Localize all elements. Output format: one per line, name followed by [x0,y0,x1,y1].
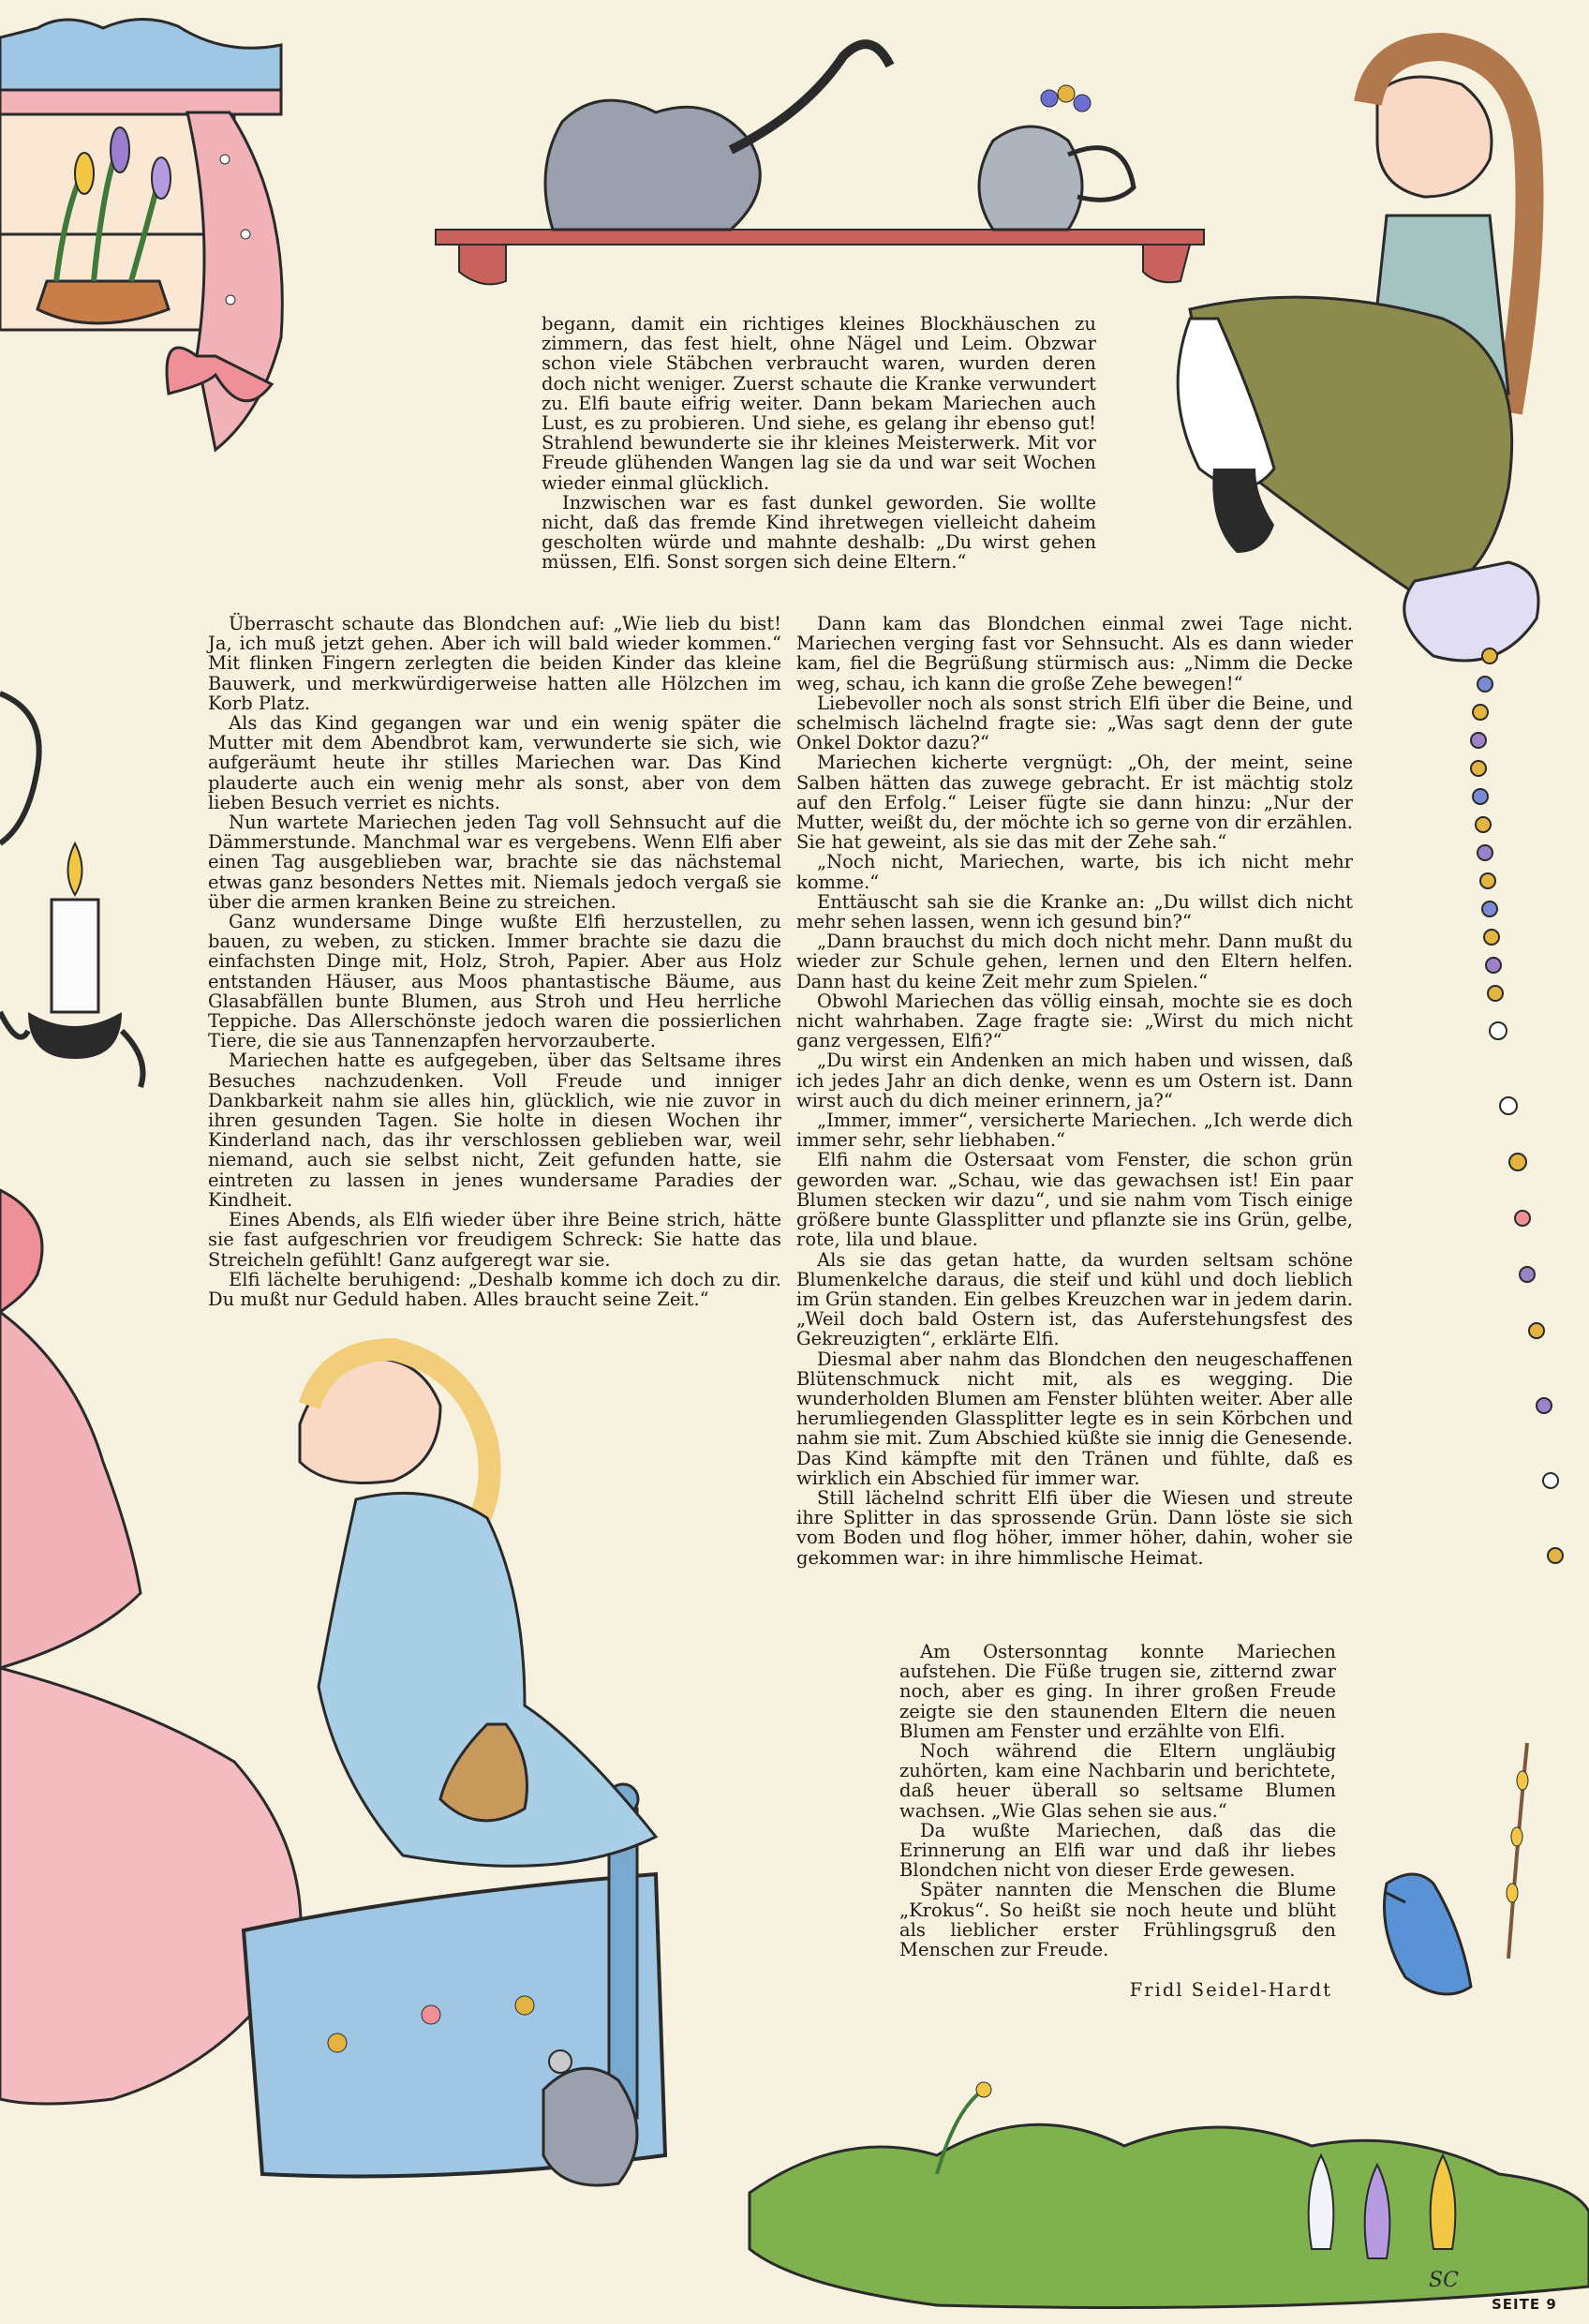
author-signature: Fridl Seidel-Hardt [1129,1979,1332,2001]
story-paragraph: Da wußte Mariechen, daß das die Erinnerung an Elfi war und daß ihr liebes Blondchen nicht von dieser Erde gewesen. [899,1819,1336,1882]
artist-monogram: SC [1429,2269,1459,2292]
story-paragraph: Mariechen kicherte vergnügt: „Oh, der meint, seine Salben hätten das zuwege gebracht. Er ist mächtig stolz auf den Erfolg.“ Leiser fügte sie dann hinzu: „Nur der Mutter, weißt du, der möchte ich so gerne von dir erzählen. Sie hat geweint, als sie das mit der Zehe sah.“ [796,752,1353,854]
story-paragraph: Liebevoller noch als sonst strich Elfi über die Beine, und schelmisch lächelnd fragte sie: „Was sagt denn der gute Onkel Doktor dazu?“ [796,692,1353,754]
story-column-bottom [899,1642,1336,1959]
story-paragraph: Still lächelnd schritt Elfi über die Wiesen und streute ihre Splitter in das sprossende Grün. Dann löste sie sich vom Boden und flog höher, immer höher, dahin, woher sie gekommen war: in ihre himmlische Heimat. [796,1486,1353,1569]
story-paragraph: Obwohl Mariechen das völlig einsah, mochte sie es doch nicht wahrhaben. Zage fragte sie: „Wirst du mich nicht ganz vergessen, Elfi?“ [796,990,1353,1052]
story-paragraph: Inzwischen war es fast dunkel geworden. Sie wollte nicht, daß das fremde Kind ihretwegen vielleicht daheim gescholten würde und mahnte deshalb: „Du wirst gehen müssen, Elfi. Sonst sorgen sich deine Eltern.“ [542,491,1096,574]
story-paragraph: Elfi nahm die Ostersaat vom Fenster, die schon grün geworden war. „Schau, wie das gewachsen ist! Ein paar Blumen stecken wir dazu“, und sie nahm vom Tisch einige größere bunte Glassplitter und pflanzte sie ins Grün, gelbe, rote, lila und blaue. [796,1149,1353,1251]
story-paragraph: „Du wirst ein Andenken an mich haben und wissen, daß ich jedes Jahr an dich denke, wenn es um Ostern ist. Dann wirst auch du dich meiner erinnern, ja?“ [796,1050,1353,1111]
window-illustration [0,19,282,450]
story-paragraph: „Noch nicht, Mariechen, warte, bis ich nicht mehr komme.“ [796,851,1353,893]
story-paragraph: Elfi lächelte beruhigend: „Deshalb komme ich doch zu dir. Du mußt nur Geduld haben. Alles braucht seine Zeit.“ [208,1268,781,1310]
story-column-left [208,614,781,1309]
story-intro [542,314,1096,573]
story-paragraph: Überrascht schaute das Blondchen auf: „Wie lieb du bist! Ja, ich muß jetzt gehen. Aber ich will bald wieder kommen.“ Mit flinken Fingern zerlegten die beiden Kinder das kleine Bauwerk, und merkwürdigerweise hatten alle Hölzchen im Korb Platz. [208,613,781,714]
story-column-right [796,614,1353,1568]
candle-illustration [0,693,143,1087]
story-paragraph: Am Ostersonntag konnte Mariechen aufstehen. Die Füße trugen sie, zitternd zwar noch, aber es ging. In ihrer großen Freude zeigte sie den staunenden Eltern die neuen Blumen am Fenster und erzählte von Elfi. [899,1641,1336,1742]
shelf-illustration [436,44,1204,284]
story-paragraph: Enttäuscht sah sie die Kranke an: „Du willst dich nicht mehr sehen lassen, wenn ich gesund bin?“ [796,890,1353,933]
pussy-willow-illustration [1507,1743,1528,1959]
story-paragraph: Als sie das getan hatte, da wurden seltsam schöne Blumenkelche daraus, die steif und kühl und doch lieblich im Grün standen. Ein gelbes Kreuzchen war in jedem darin. „Weil doch bald Ostern ist, das Auferstehungsfest des Gekreuzigten“, erklärte Elfi. [796,1248,1353,1350]
story-paragraph: Später nannten die Menschen die Blume „Krokus“. So heißt sie noch heute und blüht als lieblicher erster Frühlingsgruß den Menschen zur Freude. [899,1879,1336,1961]
elfi-illustration [300,1349,656,1866]
page-number: SEITE 9 [1492,2296,1557,2313]
bird-illustration [1385,1874,1472,1994]
story-paragraph: Ganz wundersame Dinge wußte Elfi herzustellen, zu bauen, zu weben, zu sticken. Immer brachte sie dazu die einfachsten Dinge mit, Holz, Stroh, Papier. Aber aus Holz entstanden Häuser, aus Moos phantastische Bäume, aus Glasabfällen bunte Blumen, aus Stroh und Heu herrliche Teppiche. Das Allerschönste jedoch waren die possierlichen Tiere, die sie aus Tannenzapfen hervorzauberte. [208,911,781,1052]
story-paragraph: begann, damit ein richtiges kleines Blockhäuschen zu zimmern, das fest hielt, ohne Nägel und Leim. Obzwar schon viele Stäbchen verbraucht waren, wurden deren doch nicht weniger. Zuerst schaute die Kranke verwundert zu. Elfi baute eifrig weiter. Dann bekam Mariechen auch Lust, es zu probieren. Und siehe, es gelang ihr ebenso gut! Strahlend bewunderte sie ihr kleines Meisterwerk. Mit vor Freude glühenden Wangen lag sie da und war seit Wochen wieder einmal glücklich. [542,313,1096,494]
story-paragraph: „Immer, immer“, versicherte Mariechen. „Ich werde dich immer sehr, sehr liebhaben.“ [796,1110,1353,1152]
story-paragraph: Nun wartete Mariechen jeden Tag voll Sehnsucht auf die Dämmerstunde. Manchmal war es vergebens. Wenn Elfi aber einen Tag ausgeblieben war, brachte sie das nächstemal etwas ganz besonders Nettes mit. Niemals jedoch vergaß sie über die armen kranken Beine zu streichen. [208,812,781,913]
story-paragraph: Mariechen hatte es aufgegeben, über das Seltsame ihres Besuches nachzudenken. Voll Freude und inniger Dankbarkeit nahm sie alles hin, glücklich, wie nie zuvor in ihren gesunden Tagen. Sie holte in diesen Wochen ihr Kinderland nach, das ihr verschlossen geblieben war, weil niemand, auch sie selbst nicht, Zeit gefunden hatte, sie eintreten zu lassen in jenes wundersame Paradies der Kindheit. [208,1050,781,1211]
crocus-meadow-illustration [750,2082,1589,2308]
story-paragraph: „Dann brauchst du mich doch nicht mehr. Dann mußt du wieder zur Schule gehen, lernen und den Eltern helfen. Dann hast du keine Zeit mehr zum Spielen.“ [796,931,1353,992]
story-paragraph: Als das Kind gegangen war und ein wenig später die Mutter mit dem Abendbrot kam, verwunderte sie sich, wie aufgeräumt heute ihr stilles Mariechen war. Das Kind plauderte auch ein wenig mehr als sonst, aber von dem lieben Besuch verriet es nichts. [208,712,781,813]
bead-string-illustration [1471,648,1563,1563]
story-paragraph: Dann kam das Blondchen einmal zwei Tage nicht. Mariechen verging fast vor Sehnsucht. Als es dann wieder kam, fiel die Begrüßung stürmisch aus: „Nimm die Decke weg, schau, ich kann die große Zehe bewegen!“ [796,613,1353,694]
story-paragraph: Noch während die Eltern ungläubig zuhörten, kam eine Nachbarin und berichtete, daß heuer überall so seltsame Blumen wachsen. „Wie Glas sehen sie aus.“ [899,1740,1336,1822]
girl-sitting-illustration [1178,47,1538,661]
story-paragraph: Diesmal aber nahm das Blondchen den neugeschaffenen Blütenschmuck nicht mit, als es wegging. Die wunderholden Blumen am Fenster blühten weiter. Aber alle herumliegenden Glassplitter legte es in sein Körbchen und nahm sie mit. Zum Abschied küßte sie innig die Genesende. Das Kind kämpfte mit den Tränen und fühlte, daß es wirklich ein Abschied für immer war. [796,1348,1353,1489]
story-paragraph: Eines Abends, als Elfi wieder über ihre Beine strich, hätte sie fast aufgeschrien vor freudigem Schreck: Sie hatte das Streicheln gefühlt! Ganz aufgeregt war sie. [208,1209,781,1271]
